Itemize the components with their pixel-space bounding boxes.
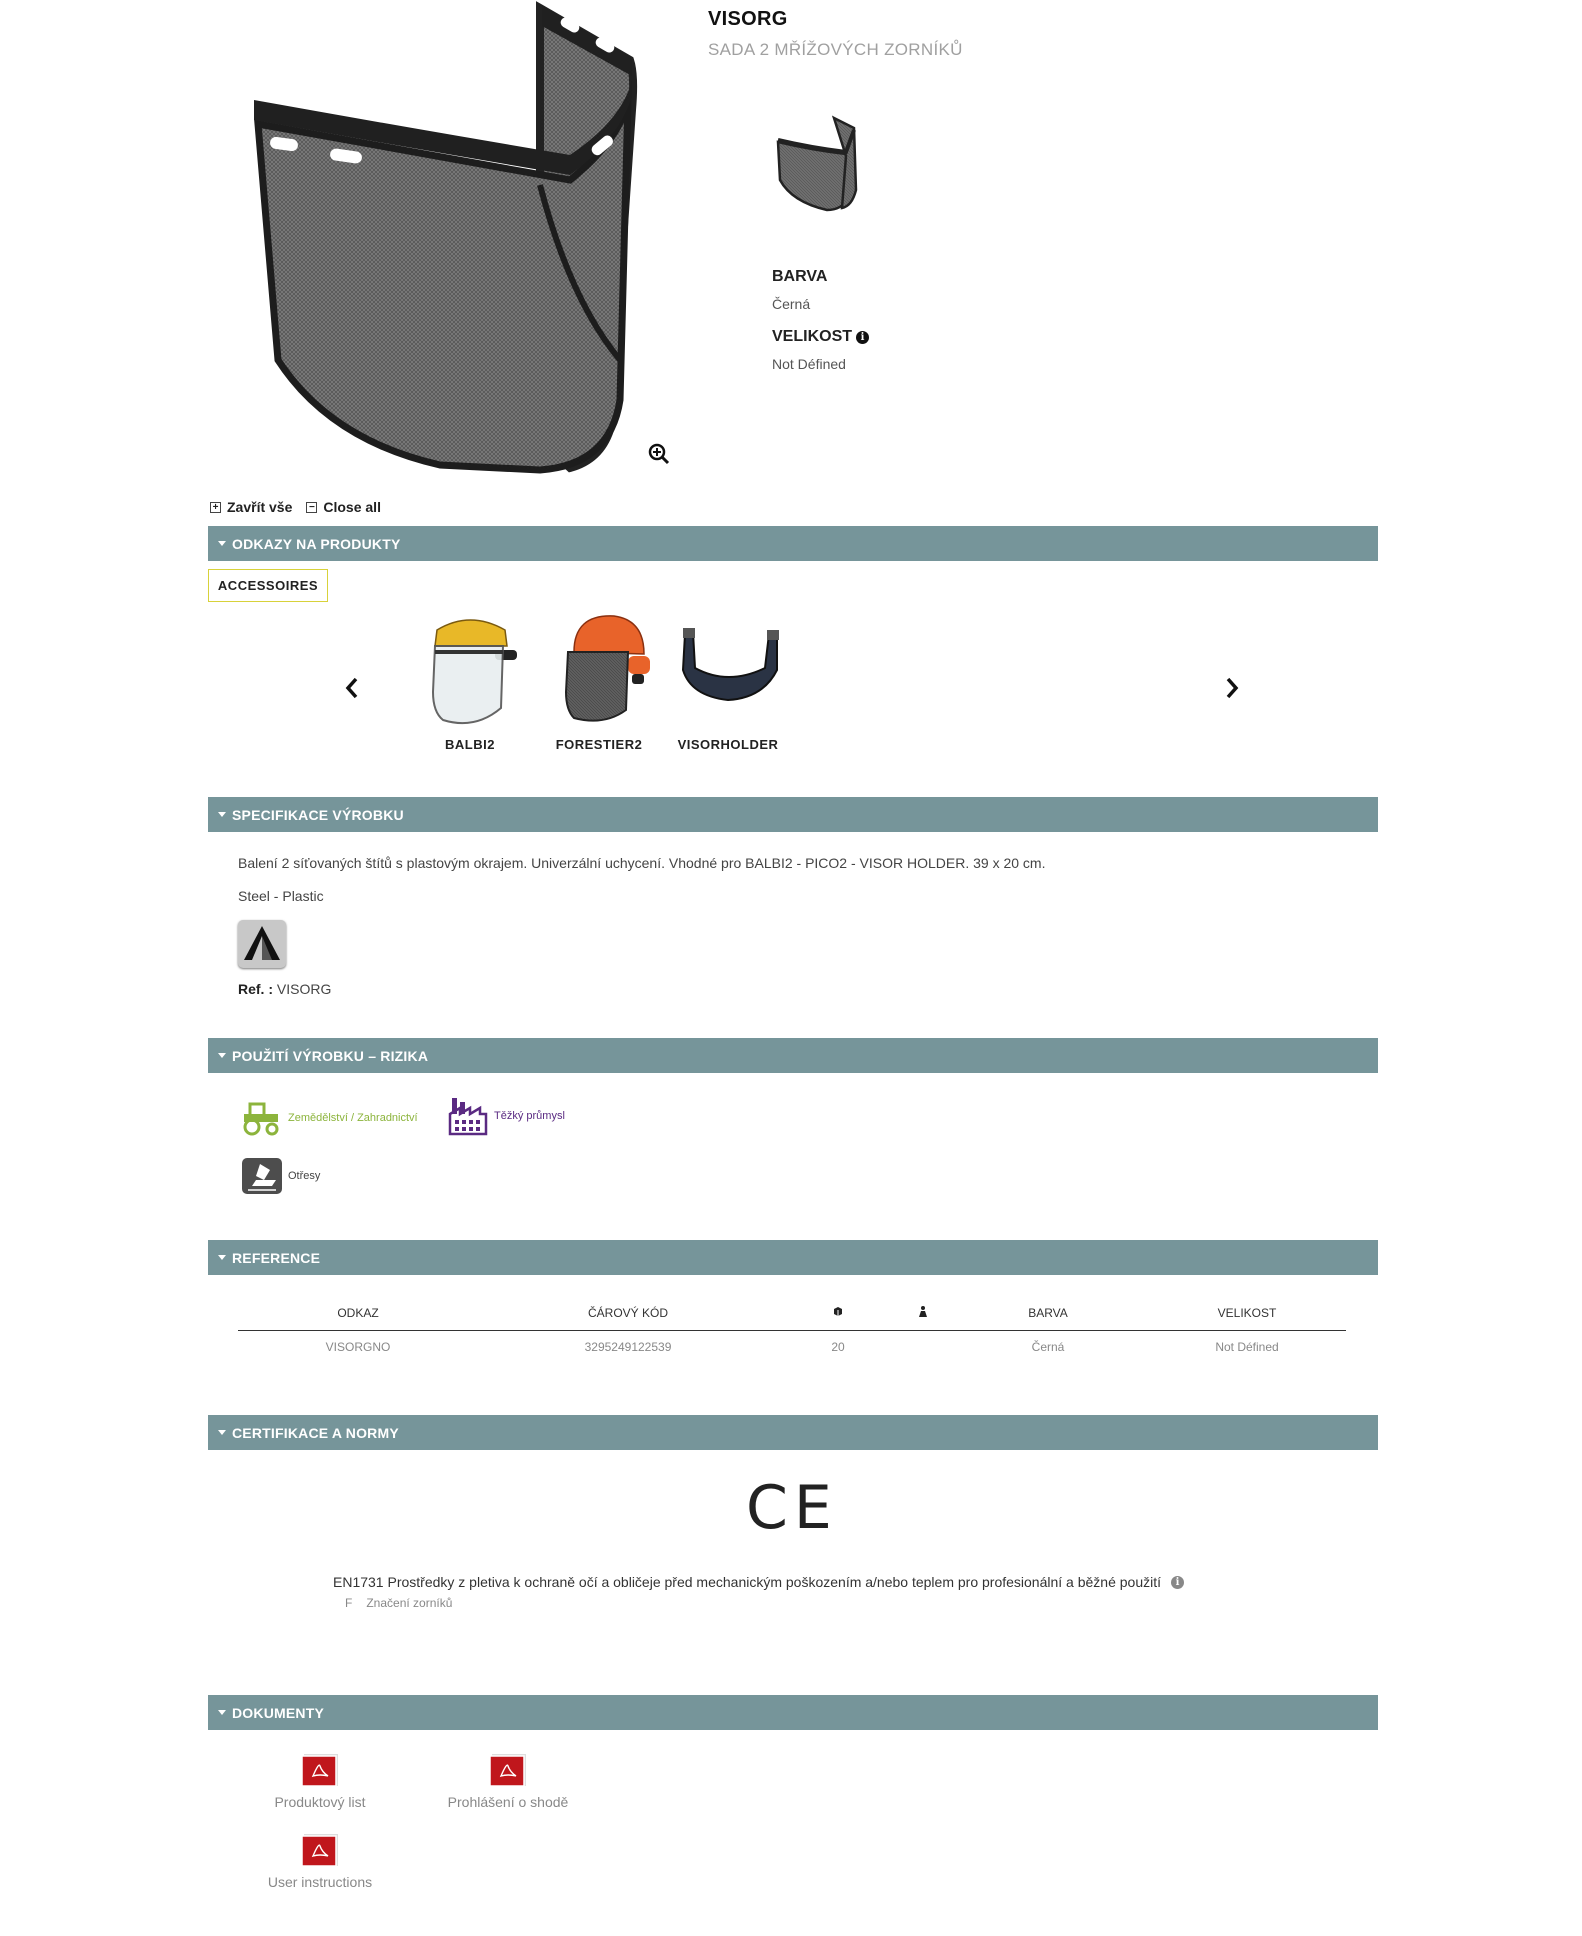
section-header-documents[interactable] — [208, 1695, 1378, 1730]
expand-all-toggle[interactable] — [210, 499, 292, 515]
forestier2-thumbnail — [544, 612, 654, 728]
tab-accessoires[interactable]: ACCESSOIRES — [208, 569, 328, 602]
usage-item-heavy-industry — [448, 1096, 565, 1136]
caret-down-icon — [218, 812, 226, 817]
size-title-row — [772, 328, 869, 346]
tractor-icon — [240, 1100, 282, 1136]
spec-ref — [238, 981, 331, 997]
caret-down-icon — [218, 1255, 226, 1260]
usage-label: Těžký průmysl — [494, 1110, 565, 1122]
product-title: VISORG — [708, 8, 788, 30]
box-icon — [832, 1305, 844, 1317]
zoom-in-icon[interactable] — [648, 443, 670, 465]
section-header-product-links[interactable] — [208, 526, 1378, 561]
section-title: DOKUMENTY — [232, 1704, 325, 1721]
pdf-icon — [300, 1832, 340, 1868]
toggle-row — [210, 499, 389, 515]
document-declaration-of-conformity[interactable] — [440, 1752, 576, 1810]
column-header: ODKAZ — [238, 1296, 478, 1330]
norm-sub-row — [345, 1596, 452, 1610]
table-cell: 3295249122539 — [584, 1340, 672, 1355]
balbi2-thumbnail — [415, 612, 525, 728]
carousel-prev-arrow[interactable] — [342, 673, 362, 703]
document-user-instructions[interactable] — [262, 1832, 378, 1890]
section-title: POUŽITÍ VÝROBKU – RIZIKA — [232, 1047, 429, 1064]
caret-down-icon — [218, 1710, 226, 1715]
norm-row — [333, 1574, 1184, 1590]
table-row — [238, 1330, 1346, 1364]
factory-icon — [448, 1096, 488, 1136]
column-header-person — [898, 1296, 948, 1330]
accessory-item-balbi2[interactable] — [405, 612, 535, 752]
section-header-certification[interactable] — [208, 1415, 1378, 1450]
usage-label: Zemědělství / Zahradnictví — [288, 1112, 418, 1124]
size-value: Not Défined — [772, 356, 846, 372]
norm-text: EN1731 Prostředky z pletiva k ochraně očí a obličeje před mechanickým poškozením a/nebo teplem pro profesionální a běžné použití — [333, 1574, 1162, 1590]
table-cell: 20 — [831, 1340, 845, 1355]
column-header: ČÁROVÝ KÓD — [478, 1296, 778, 1330]
pdf-icon — [300, 1752, 340, 1788]
product-main-image[interactable] — [240, 0, 660, 480]
info-icon[interactable]: i — [1171, 1576, 1184, 1589]
visorholder-thumbnail — [673, 612, 783, 728]
color-title: BARVA — [772, 268, 828, 285]
accessory-item-forestier2[interactable] — [534, 612, 664, 752]
impact-icon — [242, 1158, 282, 1194]
section-header-usage[interactable] — [208, 1038, 1378, 1073]
size-title: VELIKOST — [772, 328, 853, 345]
spec-material: Steel - Plastic — [238, 888, 324, 904]
usage-label: Otřesy — [288, 1170, 321, 1182]
close-all-toggle[interactable] — [306, 499, 381, 515]
brand-logo — [238, 920, 286, 968]
accessory-label: FORESTIER2 — [555, 737, 643, 752]
table-cell: Černá — [1031, 1340, 1065, 1355]
minus-square-icon: − — [306, 502, 317, 513]
ce-mark: CE — [746, 1473, 838, 1543]
document-product-sheet[interactable] — [262, 1752, 378, 1810]
caret-down-icon — [218, 541, 226, 546]
table-cell: Not Défined — [1215, 1340, 1279, 1355]
plus-square-icon: + — [210, 502, 221, 513]
accessory-item-visorholder[interactable] — [663, 612, 793, 752]
column-header-box-quantity — [778, 1296, 898, 1330]
pdf-icon — [488, 1752, 528, 1788]
ref-label: Ref. : — [238, 981, 273, 997]
carousel-next-arrow[interactable] — [1222, 673, 1242, 703]
document-label: User instructions — [267, 1874, 373, 1890]
section-header-reference[interactable] — [208, 1240, 1378, 1275]
section-title: CERTIFIKACE A NORMY — [232, 1424, 399, 1441]
column-header: VELIKOST — [1148, 1296, 1346, 1330]
table-cell — [898, 1330, 948, 1364]
usage-item-agriculture — [240, 1100, 418, 1136]
caret-down-icon — [218, 1053, 226, 1058]
accessory-label: BALBI2 — [445, 737, 495, 752]
product-subtitle: SADA 2 MŘÍŽOVÝCH ZORNÍKŮ — [708, 40, 963, 59]
section-title: REFERENCE — [232, 1249, 321, 1266]
info-icon[interactable]: i — [856, 331, 869, 344]
section-title: ODKAZY NA PRODUKTY — [232, 535, 401, 552]
section-header-spec[interactable] — [208, 797, 1378, 832]
color-value: Černá — [772, 296, 811, 312]
person-icon — [918, 1305, 928, 1317]
column-header: BARVA — [948, 1296, 1148, 1330]
document-label: Produktový list — [274, 1794, 366, 1810]
color-variant-thumbnail[interactable] — [772, 110, 864, 214]
expand-all-label: Zavřít vše — [227, 499, 293, 515]
table-cell: VISORGNO — [325, 1340, 391, 1355]
norm-sub-code: F — [345, 1596, 353, 1610]
ref-value: VISORG — [276, 981, 332, 997]
accessory-label: VISORHOLDER — [677, 737, 779, 752]
section-title: SPECIFIKACE VÝROBKU — [232, 806, 404, 823]
document-label: Prohlášení o shodě — [447, 1794, 569, 1810]
caret-down-icon — [218, 1430, 226, 1435]
usage-item-shocks — [242, 1158, 320, 1194]
norm-sub-text: Značení zorníků — [366, 1596, 453, 1610]
reference-table — [238, 1296, 1346, 1364]
spec-description: Balení 2 síťovaných štítů s plastovým okrajem. Univerzální uchycení. Vhodné pro BALBI2 - PICO2 - VISOR HOLDER. 39 x 20 cm. — [238, 855, 1046, 871]
table-header-row — [238, 1296, 1346, 1330]
close-all-label: Close all — [323, 499, 381, 515]
